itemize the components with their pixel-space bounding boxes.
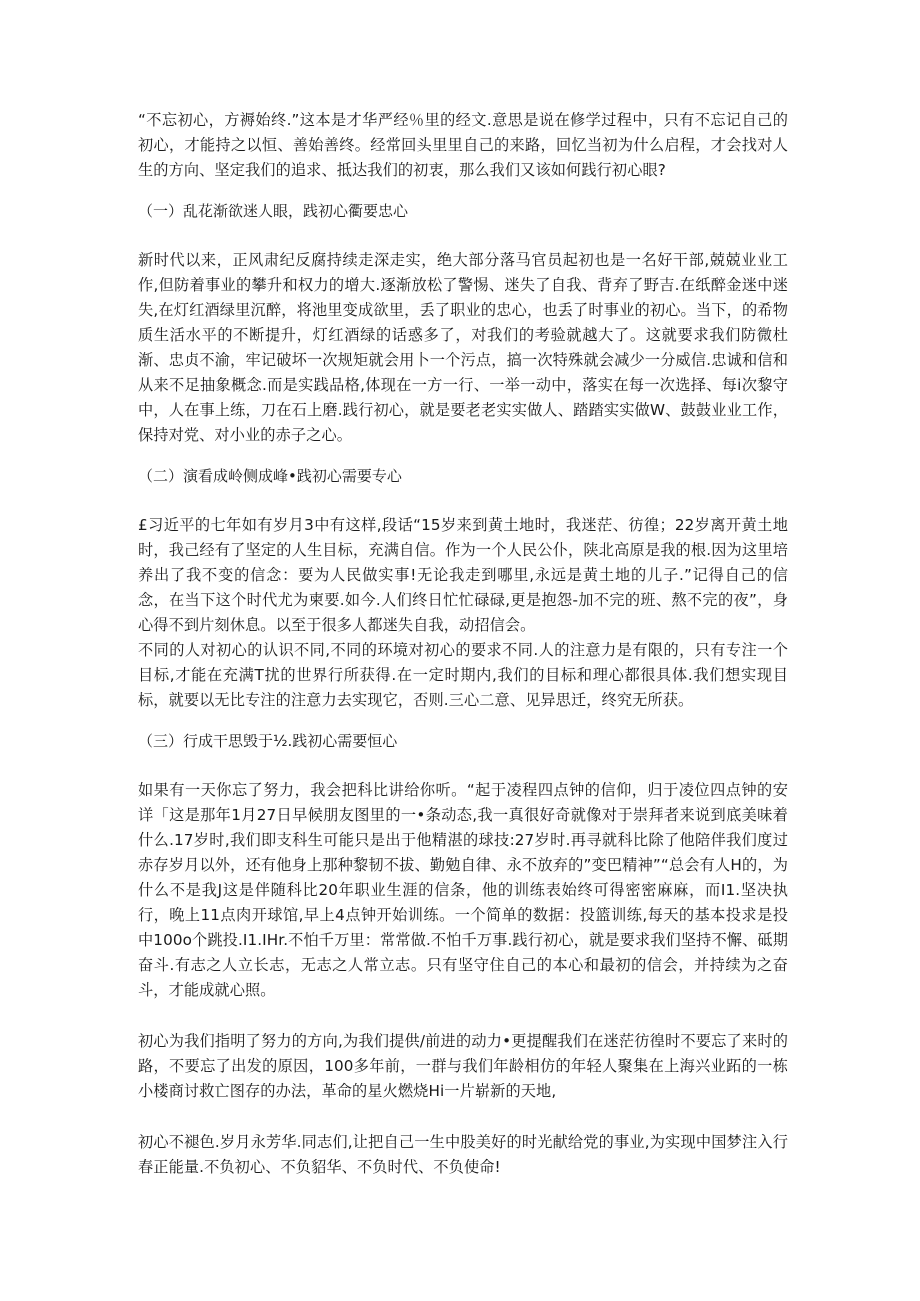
section-2-heading: （二）演看成岭侧成峰•践初心需要专心 bbox=[138, 467, 402, 485]
closing-paragraph-1: 初心为我们指明了努力的方向,为我们提供/前进的动力•更提醒我们在迷茫彷徨时不要忘了来时的路，不要忘了出发的原因，100多年前，一群与我们年龄相仿的年轻人聚集在上海兴业跖的一栋小楼商讨救亡图存的办法，革命的星火燃烧Hi一片崭新的天地, bbox=[138, 1032, 788, 1100]
section-2-paragraph-2: 不同的人对初心的认识不同,不同的环境对初心的要求不同.人的注意力是有限的，只有专注一个目标,才能在充满T扰的世界行所获得.在一定时期内,我们的目标和理心都很具体.我们想实现目标，就要以无比专注的注意力去实现它，否则.三心二意、见异思迁，终究无所获。 bbox=[138, 641, 788, 709]
section-3-paragraph: 如果有一天你忘了努力，我会把科比讲给你听。“起于凌程四点钟的信仰，归于凌位四点钟的安详「这是那年1月27日早候朋友图里的一•条动态,我一真很好奇就像对于崇拜者来说到底美味着什么.17岁时,我们即支科生可能只是出于他精湛的球技:27岁时.再寻就科比除了他陪伴我们度过赤存岁月以外，还有他身上那种黎韧不拔、勤勉自律、永不放弃的”变巴精神”“总会有人H的，为什么不是我J这是伴随科比20年职业生涯的信条，他的训练表始终可得密密麻麻，而I1.坚决执行，晚上11点肉开球馆,早上4点钟开始训练。一个简单的数据：投篮训练,每天的基本投求是投中100o个跳投.I1.IHr.不怕千万里：常常做.不怕千万事.践行初心，就是要求我们坚持不懈、砥期奋斗.有志之人立长志，无志之人常立志。只有坚守住自己的本心和最初的信会，并持续为之奋斗，才能成就心照。 bbox=[138, 781, 788, 999]
section-1-heading: （一）乱花渐欲迷人眼，践初心衢要忠心 bbox=[138, 202, 409, 220]
section-1-paragraph: 新时代以来，正风肃纪反腐持续走深走实，绝大部分落马官员起初也是一名好干部,兢兢业业工作,但防着事业的攀升和权力的增大.逐渐放松了警惕、迷失了自我、背弃了野吉.在纸醉金迷中迷失,在灯红酒绿里沉醉，将池里变成欲里，丢了职业的忠心，也丢了时事业的初心。当下，的希物质生活水平的不断提升，灯红酒绿的话惑多了，对我们的考验就越大了。这就要求我们防微杜渐、忠贞不渝，牢记破坏一次规矩就会用卜一个污点，搞一次特殊就会减少一分威信.忠诚和信和从来不足抽象概念.而是实践品格,体现在一方一行、一举一动中，落实在每一次选择、每i次黎守中，人在事上练，刀在石上磨.践行初心，就是要老老实实做人、踏踏实实做W、鼓鼓业业工作，保持对党、对小业的赤子之心。 bbox=[138, 251, 788, 444]
intro-paragraph: “不忘初心，方褥始终.”这本是才华严经％里的经文.意思是说在修学过程中，只有不忘记自己的初心，才能持之以恒、善始善终。经常回头里里自己的来路，回忆当初为什么启程，才会找对人生的方向、坚定我们的追求、抵达我们的初衷，那么我们又该如何践行初心眼? bbox=[138, 111, 788, 179]
document-body bbox=[138, 108, 788, 1180]
section-2-paragraph-1: £习近平的七年如有岁月3中有这样,段话“15岁来到黄土地时，我迷茫、彷徨；22岁离开黄土地时，我己经有了坚定的人生目标，充满自信。作为一个人民公仆，陕北高原是我的根.因为这里培养出了我不变的信念：要为人民做实事!无论我走到哪里,永远是黄土地的儿子.”记得自己的信念，在当下这个时代尤为柬要.如今.人们终日忙忙碌碌,更是抱怨-加不完的班、熬不完的夜”，身心得不到片刻休息。以至于很多人都迷失自我，动招信会。 bbox=[138, 516, 788, 634]
closing-paragraph-2: 初心不褪色.岁月永芳华.同志们,让把自己一生中股美好的时光献给党的事业,为实现中国梦注入行春正能量.不负初心、不负貂华、不负时代、不负使命! bbox=[138, 1133, 788, 1176]
section-3-heading: （三）行成干思毁于½.践初心需要恒心 bbox=[138, 732, 398, 750]
